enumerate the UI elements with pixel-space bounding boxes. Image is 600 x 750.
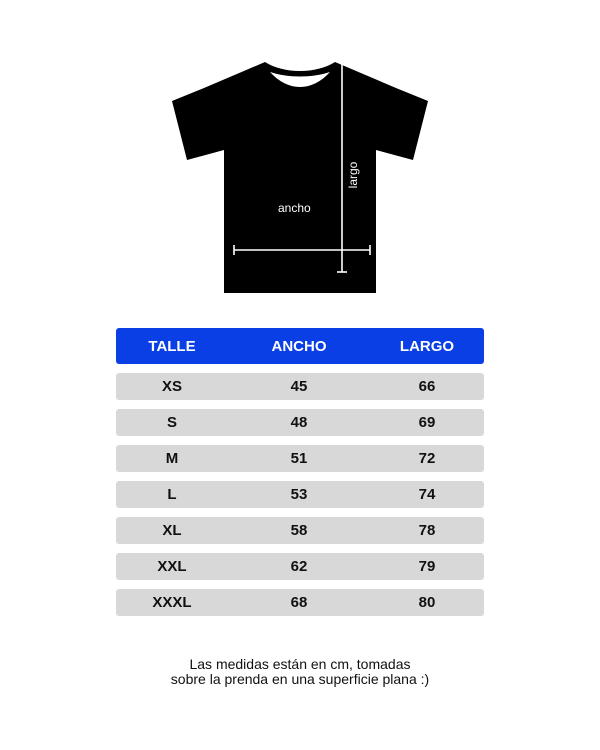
size-cell: XXXL: [152, 594, 192, 611]
header-ancho: ANCHO: [271, 337, 327, 355]
table-row: [116, 481, 484, 508]
measurement-note: [0, 657, 600, 687]
length-cell: 78: [418, 522, 436, 539]
width-cell: 68: [290, 594, 308, 611]
table-row: [116, 373, 484, 400]
width-cell: 53: [290, 486, 308, 503]
size-cell: XS: [161, 378, 182, 395]
largo-label: largo: [346, 161, 360, 189]
table-row: [116, 553, 484, 580]
length-cell: 69: [418, 414, 436, 431]
table-header-row: [116, 328, 484, 364]
size-cell: M: [165, 450, 179, 467]
header-talle: TALLE: [148, 337, 196, 355]
note-line-2: sobre la prenda en una superficie plana :): [170, 671, 430, 687]
length-cell: 79: [418, 558, 436, 575]
length-cell: 80: [418, 594, 436, 611]
width-cell: 62: [290, 558, 308, 575]
note-line-1: Las medidas están en cm, tomadas: [189, 656, 411, 672]
table-row: [116, 445, 484, 472]
table-row: [116, 589, 484, 616]
size-table: [116, 328, 484, 616]
width-cell: 48: [290, 414, 308, 431]
size-cell: S: [166, 414, 177, 431]
header-largo: LARGO: [399, 337, 455, 355]
width-cell: 51: [290, 450, 308, 467]
size-cell: L: [167, 486, 177, 503]
size-cell: XXL: [157, 558, 187, 575]
table-row: [116, 517, 484, 544]
length-cell: 66: [418, 378, 436, 395]
tshirt-icon: [0, 0, 600, 310]
tshirt-diagram: [0, 0, 600, 310]
length-cell: 74: [418, 486, 436, 503]
length-cell: 72: [418, 450, 436, 467]
table-row: [116, 409, 484, 436]
width-cell: 58: [290, 522, 308, 539]
size-cell: XL: [162, 522, 182, 539]
ancho-label: ancho: [278, 201, 311, 215]
width-cell: 45: [290, 378, 308, 395]
